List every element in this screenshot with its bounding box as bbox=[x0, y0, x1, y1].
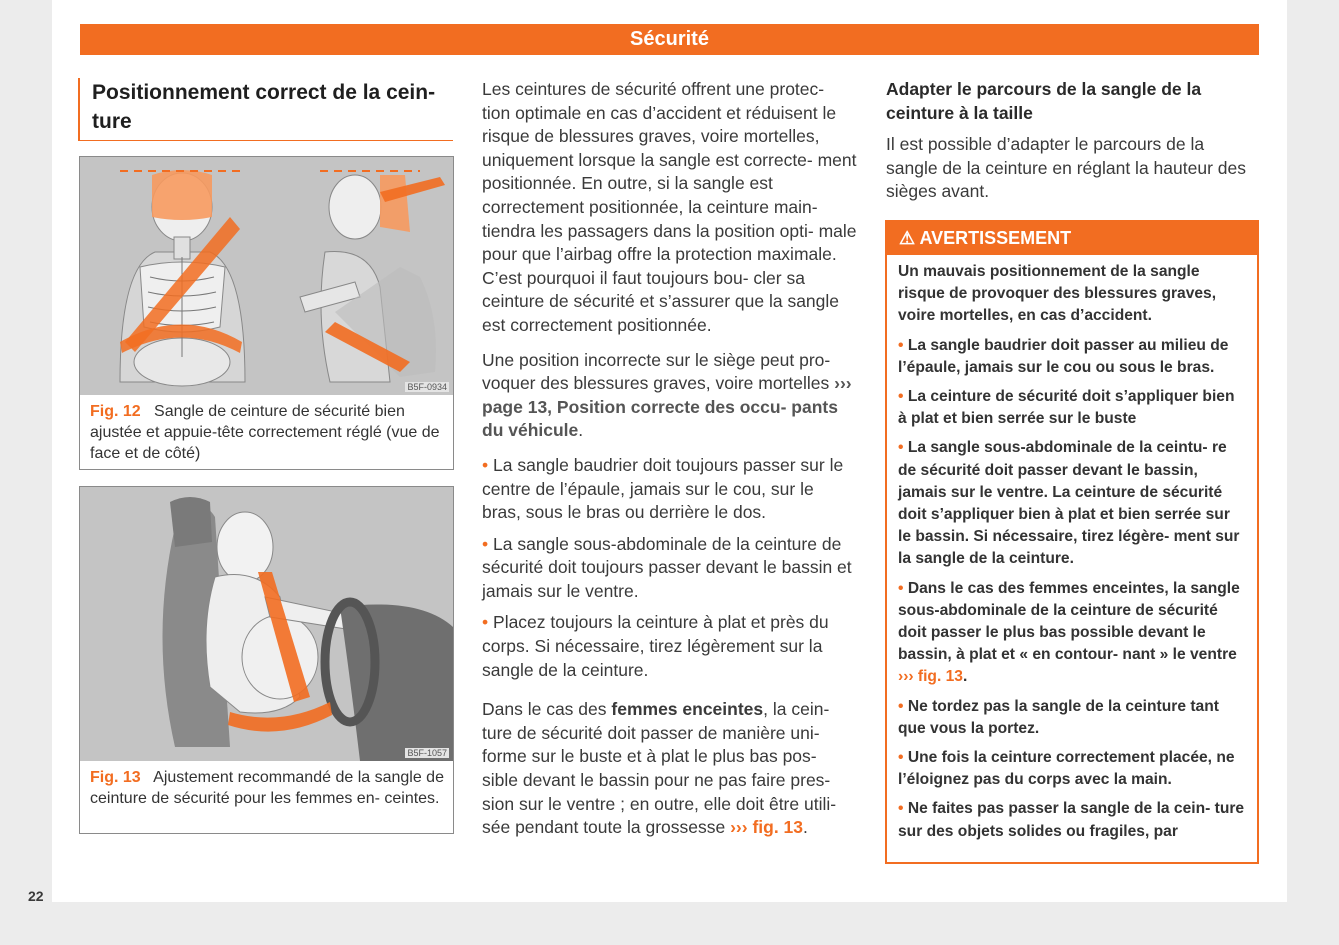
adjust-belt-heading: Adapter le parcours de la sangle de la ceinture à la taille bbox=[886, 79, 1202, 123]
warning-body bbox=[887, 255, 1257, 843]
bullet-item bbox=[482, 454, 857, 525]
warning-item bbox=[898, 437, 1247, 570]
warning-title: AVERTISSEMENT bbox=[919, 228, 1072, 248]
figure-13 bbox=[79, 486, 454, 834]
figure-12-caption bbox=[90, 401, 445, 464]
warning-item bbox=[898, 798, 1247, 842]
warning-box bbox=[885, 220, 1259, 864]
bullet-dot-icon: • bbox=[898, 439, 904, 457]
pregnant-text-rest: , la cein- ture de sécurité doit passer de manière uni- forme sur le buste et à plat le plus bas pos- sible devant le bassin pour ne pas faire pres- sion sur le ventre ; en outre, elle doit être utili- sée pendant toute la grossesse bbox=[482, 699, 837, 838]
figure-12-code: B5F-0934 bbox=[407, 382, 447, 392]
warning-header bbox=[887, 222, 1257, 255]
figure-12-caption-text: Sangle de ceinture de sécurité bien ajustée et appuie-tête correctement réglé (vue de face et de côté) bbox=[90, 403, 440, 462]
warning-item bbox=[898, 696, 1247, 740]
warning-item bbox=[898, 578, 1247, 689]
bullet-dot-icon: • bbox=[482, 454, 489, 475]
warning-item bbox=[898, 335, 1247, 379]
bullet-dot-icon: • bbox=[482, 533, 489, 554]
figure-13-code: B5F-1057 bbox=[407, 748, 447, 758]
bullet-text: La sangle sous-abdominale de la ceinture de sécurité doit toujours passer devant le bassin et jamais sur le ventre. bbox=[482, 533, 852, 601]
warning-item-text: Ne faites pas passer la sangle de la cein- ture sur des objets solides ou fragiles, par bbox=[898, 800, 1245, 840]
bullet-dot-icon: • bbox=[898, 697, 904, 715]
chapter-header: Sécurité bbox=[80, 24, 1259, 55]
pregnant-women-paragraph bbox=[482, 698, 857, 840]
figure-13-label: Fig. 13 bbox=[90, 769, 141, 786]
period: . bbox=[962, 668, 968, 686]
incorrect-position-text: Une position incorrecte sur le siège peut pro- voquer des blessures graves, voire mortelles bbox=[482, 349, 831, 394]
period: . bbox=[578, 420, 584, 441]
figure-12-illustration bbox=[80, 157, 453, 395]
pregnant-text-start: Dans le cas des bbox=[482, 699, 607, 720]
main-text-column bbox=[482, 78, 857, 851]
page-number: 22 bbox=[28, 888, 44, 904]
incorrect-position-paragraph bbox=[482, 349, 857, 443]
warning-item-text: Ne tordez pas la sangle de la ceinture tant que vous la portez. bbox=[898, 697, 1219, 737]
bullet-dot-icon: • bbox=[482, 612, 489, 633]
figure-13-illustration bbox=[80, 487, 453, 761]
bullet-text: Placez toujours la ceinture à plat et près du corps. Si nécessaire, tirez légèrement sur la sangle de la ceinture. bbox=[482, 612, 829, 680]
fig-13-link[interactable]: ››› fig. 13 bbox=[898, 668, 963, 686]
warning-item-text: La ceinture de sécurité doit s’appliquer bien à plat et bien serrée sur le buste bbox=[898, 388, 1235, 428]
warning-item-text: Dans le cas des femmes enceintes, la sangle sous-abdominale de la ceinture de sécurité doit passer le plus bas possible devant le bassin, à plat et « en contour- nant » le ventre bbox=[898, 579, 1240, 664]
bullet-item bbox=[482, 533, 857, 604]
intro-paragraph: Les ceintures de sécurité offrent une protec- tion optimale en cas d’accident et réduisent le risque de blessures graves, voire mortelles, uniquement lorsque la sangle est correcte- ment positionnée. En outre, si la sangle est correctement positionnée, la ceinture main- tiendra les passagers dans la position opti- male pour que l’airbag offre la protection maximale. C’est pourquoi il faut toujours bou- cler sa ceinture de sécurité et s’assurer que la sangle est correctement positionnée. bbox=[482, 79, 857, 335]
warning-item-text: Une fois la ceinture correctement placée, ne l’éloignez pas du corps avec la main. bbox=[898, 749, 1235, 789]
warning-item-text: La sangle baudrier doit passer au milieu de l’épaule, jamais sur le cou ou sous le bras. bbox=[898, 336, 1229, 376]
side-column bbox=[886, 78, 1258, 204]
adjust-belt-text: Il est possible d’adapter le parcours de la sangle de la ceinture en réglant la hauteur des sièges avant. bbox=[886, 134, 1246, 202]
section-title: Positionnement correct de la cein- ture bbox=[78, 78, 462, 140]
warning-item bbox=[898, 386, 1247, 430]
warning-triangle-icon: ⚠ bbox=[899, 228, 916, 248]
section-divider bbox=[78, 140, 453, 141]
fig-13-link[interactable]: ››› fig. 13 bbox=[730, 817, 804, 838]
bullet-item bbox=[482, 611, 857, 682]
period: . bbox=[803, 817, 808, 838]
bullet-dot-icon: • bbox=[898, 579, 904, 597]
bullet-text: La sangle baudrier doit toujours passer sur le centre de l’épaule, jamais sur le cou, sur le bras, sous le bras ou derrière le dos. bbox=[482, 454, 844, 523]
warning-item bbox=[898, 747, 1247, 791]
pregnant-bold: femmes enceintes bbox=[611, 699, 764, 720]
bullet-dot-icon: • bbox=[898, 388, 904, 406]
figure-12-label: Fig. 12 bbox=[90, 403, 141, 420]
bullet-dot-icon: • bbox=[898, 336, 904, 354]
figure-12 bbox=[79, 156, 454, 470]
bullet-dot-icon: • bbox=[898, 800, 904, 818]
warning-intro: Un mauvais positionnement de la sangle risque de provoquer des blessures graves, voire mortelles, en cas d’accident. bbox=[898, 263, 1217, 325]
page-13-link[interactable]: ››› page 13, Position correcte des occu- pants du véhicule bbox=[482, 373, 852, 441]
bullet-dot-icon: • bbox=[898, 749, 904, 767]
figure-13-caption-text: Ajustement recommandé de la sangle de ceinture de sécurité pour les femmes en- ceintes. bbox=[90, 769, 444, 807]
figure-13-caption bbox=[90, 767, 445, 809]
warning-item-text: La sangle sous-abdominale de la ceintu- re de sécurité doit passer devant le bassin, jamais sur le ventre. La ceinture de sécurité doit s’appliquer bien à plat et bien serrée sur le bassin. Si nécessaire, tirez légère- ment sur la sangle de la ceinture. bbox=[898, 439, 1240, 568]
